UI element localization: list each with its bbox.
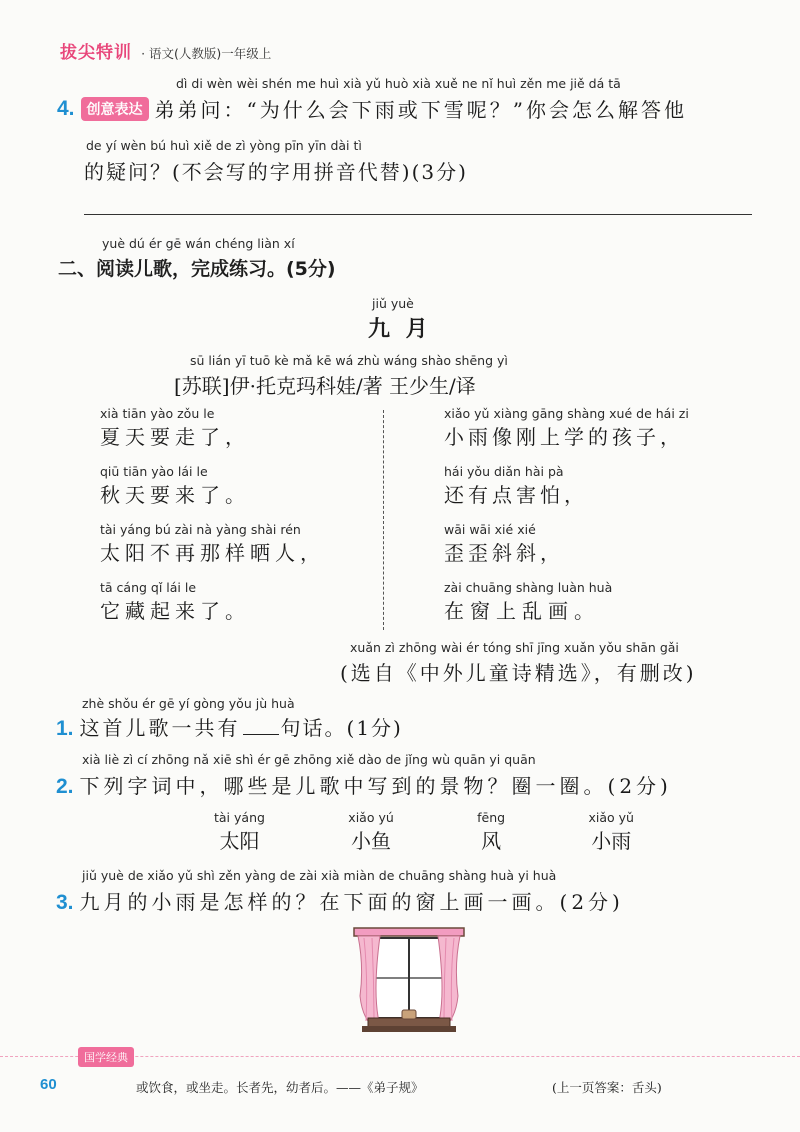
poem-line: tā cáng qǐ lái le 它藏起来了。 <box>100 580 250 623</box>
q1-pinyin: zhè shǒu ér gē yí gòng yǒu jù huà <box>82 696 295 711</box>
q2-option[interactable]: fēng 风 <box>477 810 506 853</box>
q4-line-1 <box>57 94 687 123</box>
footer-tag: 国学经典 <box>78 1047 134 1067</box>
q1-text-b: 句话。(1分) <box>280 716 403 740</box>
poem-left-column <box>100 406 325 638</box>
q4-answer-line[interactable] <box>84 214 752 215</box>
poem-source: (选自《中外儿童诗精选》，有删改) <box>340 661 697 685</box>
poem-author-pinyin: sū lián yī tuō kè mǎ kē wá zhù wáng shào shēng yì <box>190 353 508 368</box>
q2-options <box>214 810 634 854</box>
poem-source-pinyin: xuǎn zì zhōng wài ér tóng shī jīng xuǎn yǒu shān gǎi <box>350 640 679 655</box>
window-drawing-area[interactable] <box>350 926 468 1046</box>
q2-pinyin: xià liè zì cí zhōng nǎ xiē shì ér gē zhōng xiě dào de jǐng wù quān yi quān <box>82 752 536 767</box>
q2-text: 下列字词中，哪些是儿歌中写到的景物？圈一圈。(2分) <box>79 774 672 798</box>
q4-pinyin-2: de yí wèn bú huì xiě de zì yòng pīn yīn dài tì <box>86 138 362 153</box>
poem-author: [苏联]伊·托克玛科娃/著 王少生/译 <box>174 374 476 398</box>
q3 <box>56 886 624 915</box>
header <box>60 38 271 63</box>
section2-pinyin: yuè dú ér gē wán chéng liàn xí <box>102 236 295 251</box>
q2 <box>56 770 672 799</box>
poem-title: 九 月 <box>368 317 432 342</box>
poem-line: hái yǒu diǎn hài pà 还有点害怕， <box>444 464 588 507</box>
q2-option[interactable]: xiǎo yú 小鱼 <box>348 810 394 853</box>
header-subtitle: · 语文(人教版)一年级上 <box>141 46 272 61</box>
poem-line: xiǎo yǔ xiàng gāng shàng xué de hái zi 小雨像刚上学的孩子， <box>444 406 689 449</box>
q4-pinyin-1: dì di wèn wèi shén me huì xià yǔ huò xià xuě ne nǐ huì zěn me jiě dá tā <box>176 76 621 91</box>
q4-text-1: 弟弟问：“为什么会下雨或下雪呢？”你会怎么解答他 <box>154 98 687 122</box>
section2-title: 二、阅读儿歌，完成练习。(5分) <box>58 258 336 280</box>
poem-divider <box>383 410 384 630</box>
brand-logo: 拔尖特训 <box>60 43 132 63</box>
poem-right-column <box>444 406 689 638</box>
poem-line: zài chuāng shàng luàn huà 在窗上乱画。 <box>444 580 613 623</box>
q4-creative-tag: 创意表达 <box>81 97 149 121</box>
poem-title-pinyin: jiǔ yuè <box>372 296 414 311</box>
q1-blank[interactable] <box>243 734 279 735</box>
q3-pinyin: jiǔ yuè de xiǎo yǔ shì zěn yàng de zài xià miàn de chuāng shàng huà yi huà <box>82 868 557 883</box>
q1-text-a: 这首儿歌一共有 <box>79 716 241 740</box>
q3-text: 九月的小雨是怎样的？在下面的窗上画一画。(2分) <box>79 890 624 914</box>
poem-line: qiū tiān yào lái le 秋天要来了。 <box>100 464 250 507</box>
poem-line: wāi wāi xié xié 歪歪斜斜， <box>444 522 564 565</box>
q4-text-2: 的疑问？(不会写的字用拼音代替)(3分) <box>84 160 468 184</box>
footer-quote: 或饮食，或坐走。长者先，幼者后。——《弟子规》 <box>136 1080 424 1095</box>
poem-line: xià tiān yào zǒu le 夏天要走了， <box>100 406 250 449</box>
window-icon <box>350 926 468 1042</box>
q2-option[interactable]: xiǎo yǔ 小雨 <box>588 810 634 853</box>
page-number: 60 <box>40 1076 57 1093</box>
footer-answer: (上一页答案：舌头) <box>552 1080 662 1095</box>
q3-number: 3. <box>56 891 74 914</box>
q1-number: 1. <box>56 717 74 740</box>
q2-number: 2. <box>56 775 74 798</box>
poem-line: tài yáng bú zài nà yàng shài rén 太阳不再那样晒人， <box>100 522 325 565</box>
q2-option[interactable]: tài yáng 太阳 <box>214 810 265 853</box>
q1 <box>56 712 403 741</box>
q4-number: 4. <box>57 96 75 120</box>
